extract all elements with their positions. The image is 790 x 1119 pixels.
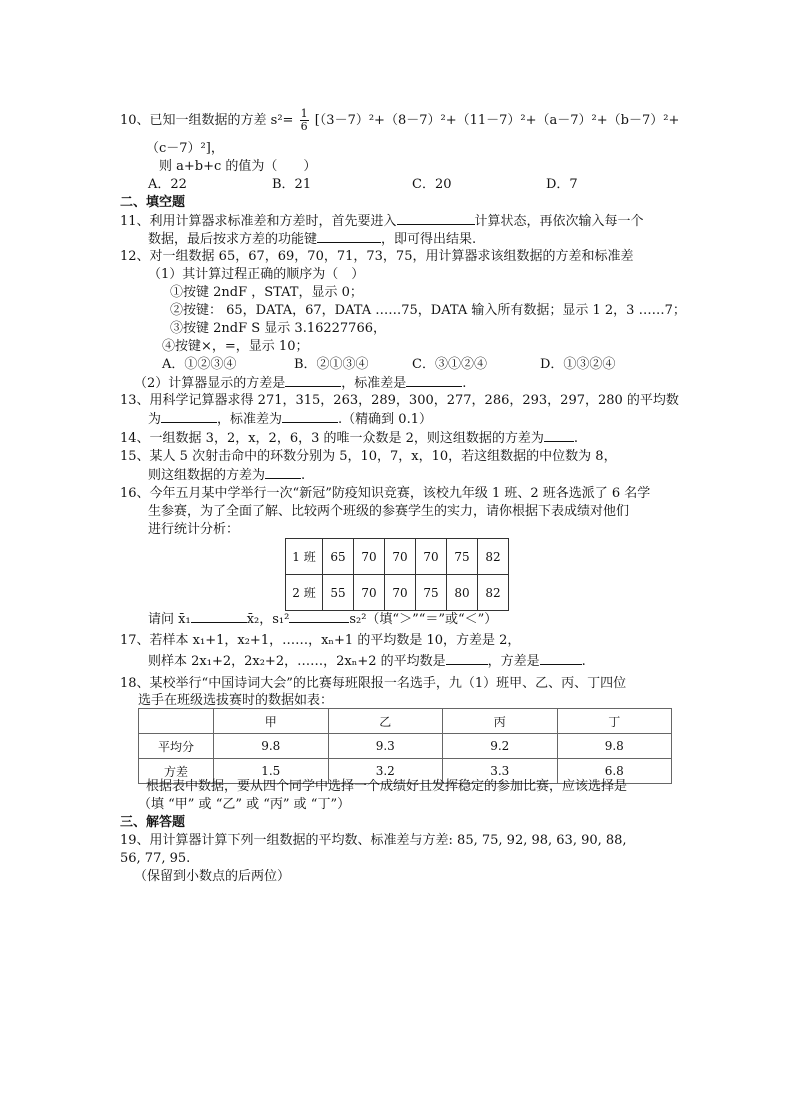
table-cell: 80 [447,575,478,611]
q11-line1 [120,212,644,230]
table-row [286,539,509,575]
q12-step-4: ④按键×，=，显示 10； [162,339,309,354]
table-cell: 9.8 [557,734,672,759]
q17-blank-variance [540,652,582,665]
q12-step-3: ③按键 2ndF S 显示 3.16227766， [170,321,386,336]
table-header-cell: 甲 [214,709,329,734]
table-cell: 2 班 [286,575,323,611]
q13-text-b: ，标准差为 [217,412,283,427]
q18-line4: （填 “甲” 或 “乙” 或 “丙” 或 “丁”） [138,797,351,812]
q18-line2: 选手在班级选拔赛时的数据如表： [138,693,334,708]
q11-text-a: 11、利用计算器求标准差和方差时，首先要进入 [120,214,397,229]
q10-fraction [300,108,309,133]
table-cell: 70 [416,539,447,575]
q11-line2 [148,230,476,248]
q12-blank-variance [285,374,341,387]
table-cell: 9.3 [328,734,443,759]
section-title-solve: 三、解答题 [120,815,186,830]
q13-blank-std [282,410,338,423]
table-cell: 1.5 [214,759,329,784]
q11-text-b: 计算状态，再依次输入每一个 [474,214,644,229]
table-cell: 平均分 [139,734,214,759]
q11-blank-1 [397,212,475,225]
q19-line2: 56, 77, 95. [120,851,191,866]
q12-sub2-text-a: （2）计算器显示的方差是 [134,376,286,391]
q14-text-b: . [573,431,579,446]
table-cell: 3.2 [328,759,443,784]
q12-line1: 12、对一组数据 65，67，69，70，71，73，75，用计算器求该组数据的方差和标准差 [120,249,634,264]
q16-ask-a: 请问 x̄₁ [148,612,191,627]
q16-line1: 16、今年五月某中学举行一次“新冠”防疫知识竞赛，该校九年级 1 班、2 班各选派了 6 名学 [120,486,651,501]
q10-expression: [（3－7）²+（8－7）²+（11－7）²+（a－7）²+（b－7）²+ [314,113,680,128]
table-cell: 65 [323,539,354,575]
q11-text-c: 数据，最后按求方差的功能键 [148,232,318,247]
table-header-cell: 乙 [328,709,443,734]
table-row [286,575,509,611]
table-cell: 70 [385,575,416,611]
q15-line2 [148,466,305,484]
q10-ask: 则 a+b+c 的值为（ ） [159,159,317,174]
q14-text-a: 14、一组数据 3，2，x，2，6，3 的唯一众数是 2，则这组数据的方差为 [120,431,544,446]
q10-stem: 10、已知一组数据的方差 s²= [120,113,294,128]
q16-ask-c: s₂²（填“＞”“＝”或“＜”） [349,612,498,627]
table-cell: 方差 [139,759,214,784]
q11-blank-2 [317,230,381,243]
q10-frac-den: 6 [300,120,308,133]
q19-line3: （保留到小数点的后两位） [134,869,291,884]
table-row [139,709,672,734]
q16-score-table [285,538,509,611]
q10-expression-cont: （c－7）²]， [146,141,224,156]
q15-blank [265,466,301,479]
q16-ask [148,610,497,628]
q12-option-a: A．①②③④ [162,357,237,372]
q17-line2 [148,652,586,670]
q10-option-a: A．22 [148,177,187,192]
q10-option-d: D．7 [546,177,578,192]
q15-text-b: . [301,468,306,483]
q13-line1: 13、用科学记算器求得 271，315，263，289，300，277，286，293，297，280 的平均数 [120,393,679,408]
q11-text-d: ，即可得出结果. [381,232,477,247]
table-cell: 9.2 [443,734,558,759]
q10-option-b: B．21 [272,177,312,192]
q14-line [120,429,578,447]
table-cell: 75 [447,539,478,575]
q10-line1 [120,108,679,133]
q18-line1: 18、某校举行“中国诗词大会”的比赛每班限报一名选手，九（1）班甲、乙、丙、丁四位 [120,676,627,691]
q10-option-c: C．20 [412,177,452,192]
table-header-cell [139,709,214,734]
q17-text-a: 则样本 2x₁+2，2x₂+2，……，2xₙ+2 的平均数是 [148,654,446,669]
q13-text-a: 为 [148,412,162,427]
q12-option-b: B．②①③④ [294,357,369,372]
q19-line1: 19、用计算器计算下列一组数据的平均数、标准差与方差: 85, 75, 92, 98, 63, 90, 88, [120,833,627,848]
table-cell: 82 [478,539,509,575]
q12-step-2: ②按键： 65，DATA，67，DATA ……75，DATA 输入所有数据；显示 1 2，3 ……7； [170,303,686,318]
table-cell: 75 [416,575,447,611]
q17-text-c: . [581,654,586,669]
table-row [139,734,672,759]
q16-line2: 生参赛，为了全面了解、比较两个班级的参赛学生的实力，请你根据下表成绩对他们 [148,504,630,519]
q13-text-c: .（精确到 0.1） [338,412,432,427]
q16-blank-mean [191,610,247,623]
q16-blank-variance [289,610,349,623]
table-header-cell: 丙 [443,709,558,734]
q12-option-c: C．③①②④ [412,357,487,372]
q18-contestant-table [138,708,672,784]
q16-line3: 进行统计分析： [148,522,240,537]
q13-line2 [148,410,432,428]
q12-blank-std [406,374,462,387]
q17-line1: 17、若样本 x₁+1，x₂+1，……，xₙ+1 的平均数是 10，方差是 2， [120,633,521,648]
q13-blank-mean [161,410,217,423]
table-header-cell: 丁 [557,709,672,734]
table-cell: 55 [323,575,354,611]
table-cell: 3.3 [443,759,558,784]
table-cell: 82 [478,575,509,611]
table-cell: 1 班 [286,539,323,575]
q15-text-a: 则这组数据的方差为 [148,468,266,483]
q18-line3: 根据表中数据，要从四个同学中选择一个成绩好且发挥稳定的参加比赛，应该选择是 [146,779,628,794]
q12-sub1: （1）其计算过程正确的顺序为（ ） [148,267,365,282]
q15-line1: 15、某人 5 次射击命中的环数分别为 5，10，7，x，10，若这组数据的中位数为 8， [120,449,617,464]
table-cell: 6.8 [557,759,672,784]
table-cell: 70 [354,575,385,611]
table-cell: 70 [385,539,416,575]
section-title-fill-in: 二、填空题 [120,195,186,210]
q12-sub2 [134,374,466,392]
table-cell: 9.8 [214,734,329,759]
q14-blank [544,429,574,442]
q12-sub2-text-b: ，标准差是 [341,376,407,391]
table-cell: 70 [354,539,385,575]
q17-text-b: ，方差是 [487,654,540,669]
q12-option-d: D．①③②④ [540,357,616,372]
q12-sub2-text-c: . [462,376,467,391]
q17-blank-mean [446,652,488,665]
q10-frac-num: 1 [300,107,308,120]
q12-step-1: ①按键 2ndF ，STAT，显示 0； [170,285,363,300]
q16-ask-b: x̄₂，s₁² [246,612,290,627]
